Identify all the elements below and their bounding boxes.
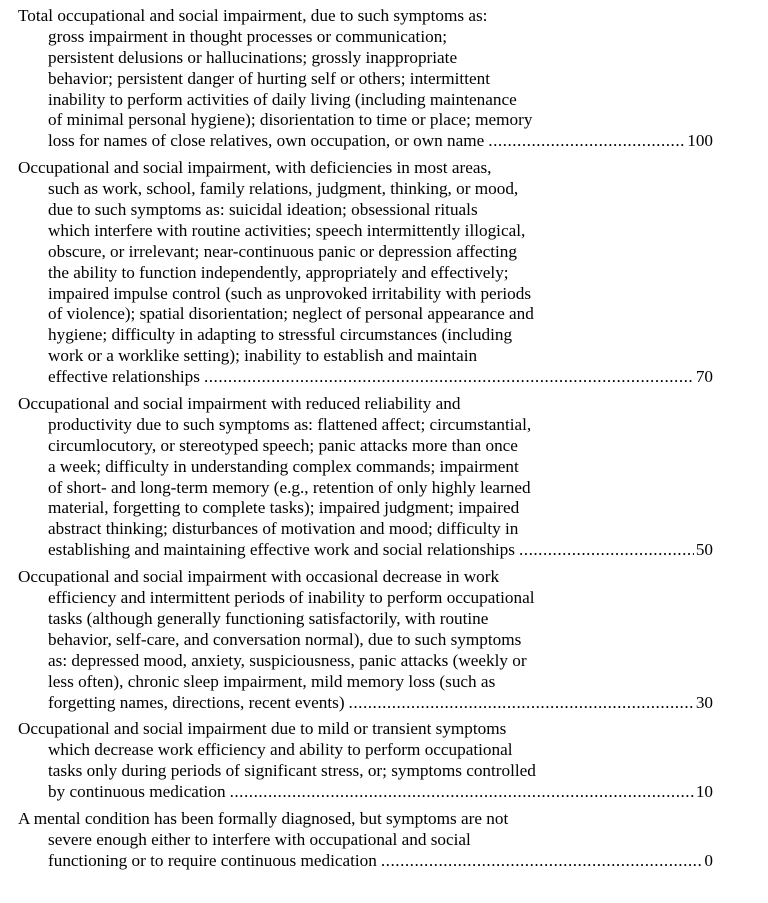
rating-value: 0 <box>704 850 713 870</box>
rating-schedule <box>18 6 713 878</box>
entry-line: impaired impulse control (such as unprovoked irritability with periods <box>48 283 532 303</box>
entry-line: material, forgetting to complete tasks); impaired judgment; impaired <box>48 498 520 518</box>
entry-line: the ability to function independently, appropriately and effectively; <box>48 262 509 282</box>
entry-line: severe enough either to interfere with occupational and social <box>48 829 471 849</box>
entry-line: circumlocutory, or stereotyped speech; panic attacks more than once <box>48 435 518 455</box>
entry-line: tasks only during periods of significant stress, or; symptoms controlled <box>48 761 536 781</box>
dot-leader <box>204 367 694 388</box>
entry-line: effective relationships <box>48 367 200 387</box>
entry-line: efficiency and intermittent periods of inability to perform occupational <box>48 588 535 608</box>
entry-last-line <box>18 367 713 388</box>
entry-line: obscure, or irrelevant; near-continuous panic or depression affecting <box>48 241 517 261</box>
rating-value: 70 <box>695 367 713 387</box>
entry-last-line <box>18 782 713 803</box>
dot-leader <box>488 131 685 152</box>
entry-line: gross impairment in thought processes or communication; <box>48 26 448 46</box>
entry-line: A mental condition has been formally diagnosed, but symptoms are not <box>18 808 509 828</box>
entry-line: Occupational and social impairment with reduced reliability and <box>18 394 461 414</box>
entry-line: Total occupational and social impairment, due to such symptoms as: <box>18 6 488 25</box>
entry-line: a week; difficulty in understanding complex commands; impairment <box>48 456 519 476</box>
rating-value: 50 <box>695 540 713 560</box>
entry-line: less often), chronic sleep impairment, mild memory loss (such as <box>48 671 496 691</box>
entry-line: behavior, self-care, and conversation normal), due to such symptoms <box>48 629 522 649</box>
entry-last-line <box>18 851 713 872</box>
dot-leader <box>349 693 694 714</box>
rating-entry-0 <box>18 809 713 872</box>
entry-line: such as work, school, family relations, judgment, thinking, or mood, <box>48 179 519 199</box>
rating-value: 30 <box>695 692 713 712</box>
entry-last-line <box>18 131 713 152</box>
entry-last-line <box>18 693 713 714</box>
entry-line: by continuous medication <box>48 782 226 802</box>
entry-line: functioning or to require continuous medication <box>48 850 377 870</box>
entry-line: forgetting names, directions, recent events) <box>48 692 345 712</box>
rating-entry-100 <box>18 6 713 152</box>
dot-leader <box>230 782 694 803</box>
entry-line: productivity due to such symptoms as: flattened affect; circumstantial, <box>48 414 532 434</box>
rating-entry-70 <box>18 158 713 388</box>
entry-line: Occupational and social impairment with occasional decrease in work <box>18 567 500 587</box>
rating-entry-10 <box>18 719 713 803</box>
entry-line: Occupational and social impairment, with deficiencies in most areas, <box>18 158 492 178</box>
entry-line: of minimal personal hygiene); disorientation to time or place; memory <box>48 110 533 130</box>
entry-line: abstract thinking; disturbances of motivation and mood; difficulty in <box>48 519 519 539</box>
entry-line: work or a worklike setting); inability to establish and maintain <box>48 346 478 366</box>
entry-line: which interfere with routine activities; speech intermittently illogical, <box>48 220 526 240</box>
rating-entry-30 <box>18 567 713 713</box>
entry-line: tasks (although generally functioning satisfactorily, with routine <box>48 608 489 628</box>
entry-line: Occupational and social impairment due to mild or transient symptoms <box>18 719 507 739</box>
rating-entry-50 <box>18 394 713 561</box>
entry-line: loss for names of close relatives, own occupation, or own name <box>48 131 485 151</box>
dot-leader <box>519 540 694 561</box>
entry-line: establishing and maintaining effective work and social relationships <box>48 540 515 560</box>
entry-line: as: depressed mood, anxiety, suspiciousness, panic attacks (weekly or <box>48 650 527 670</box>
entry-line: of short- and long-term memory (e.g., retention of only highly learned <box>48 477 531 497</box>
entry-last-line <box>18 540 713 561</box>
entry-line: hygiene; difficulty in adapting to stressful circumstances (including <box>48 325 513 345</box>
rating-value: 100 <box>687 131 713 151</box>
entry-line: which decrease work efficiency and ability to perform occupational <box>48 740 513 760</box>
entry-line: of violence); spatial disorientation; neglect of personal appearance and <box>48 304 534 324</box>
entry-line: persistent delusions or hallucinations; grossly inappropriate <box>48 47 458 67</box>
entry-line: behavior; persistent danger of hurting self or others; intermittent <box>48 68 490 88</box>
entry-line: due to such symptoms as: suicidal ideation; obsessional rituals <box>48 200 478 220</box>
entry-line: inability to perform activities of daily living (including maintenance <box>48 89 517 109</box>
dot-leader <box>381 851 703 872</box>
rating-value: 10 <box>695 782 713 802</box>
